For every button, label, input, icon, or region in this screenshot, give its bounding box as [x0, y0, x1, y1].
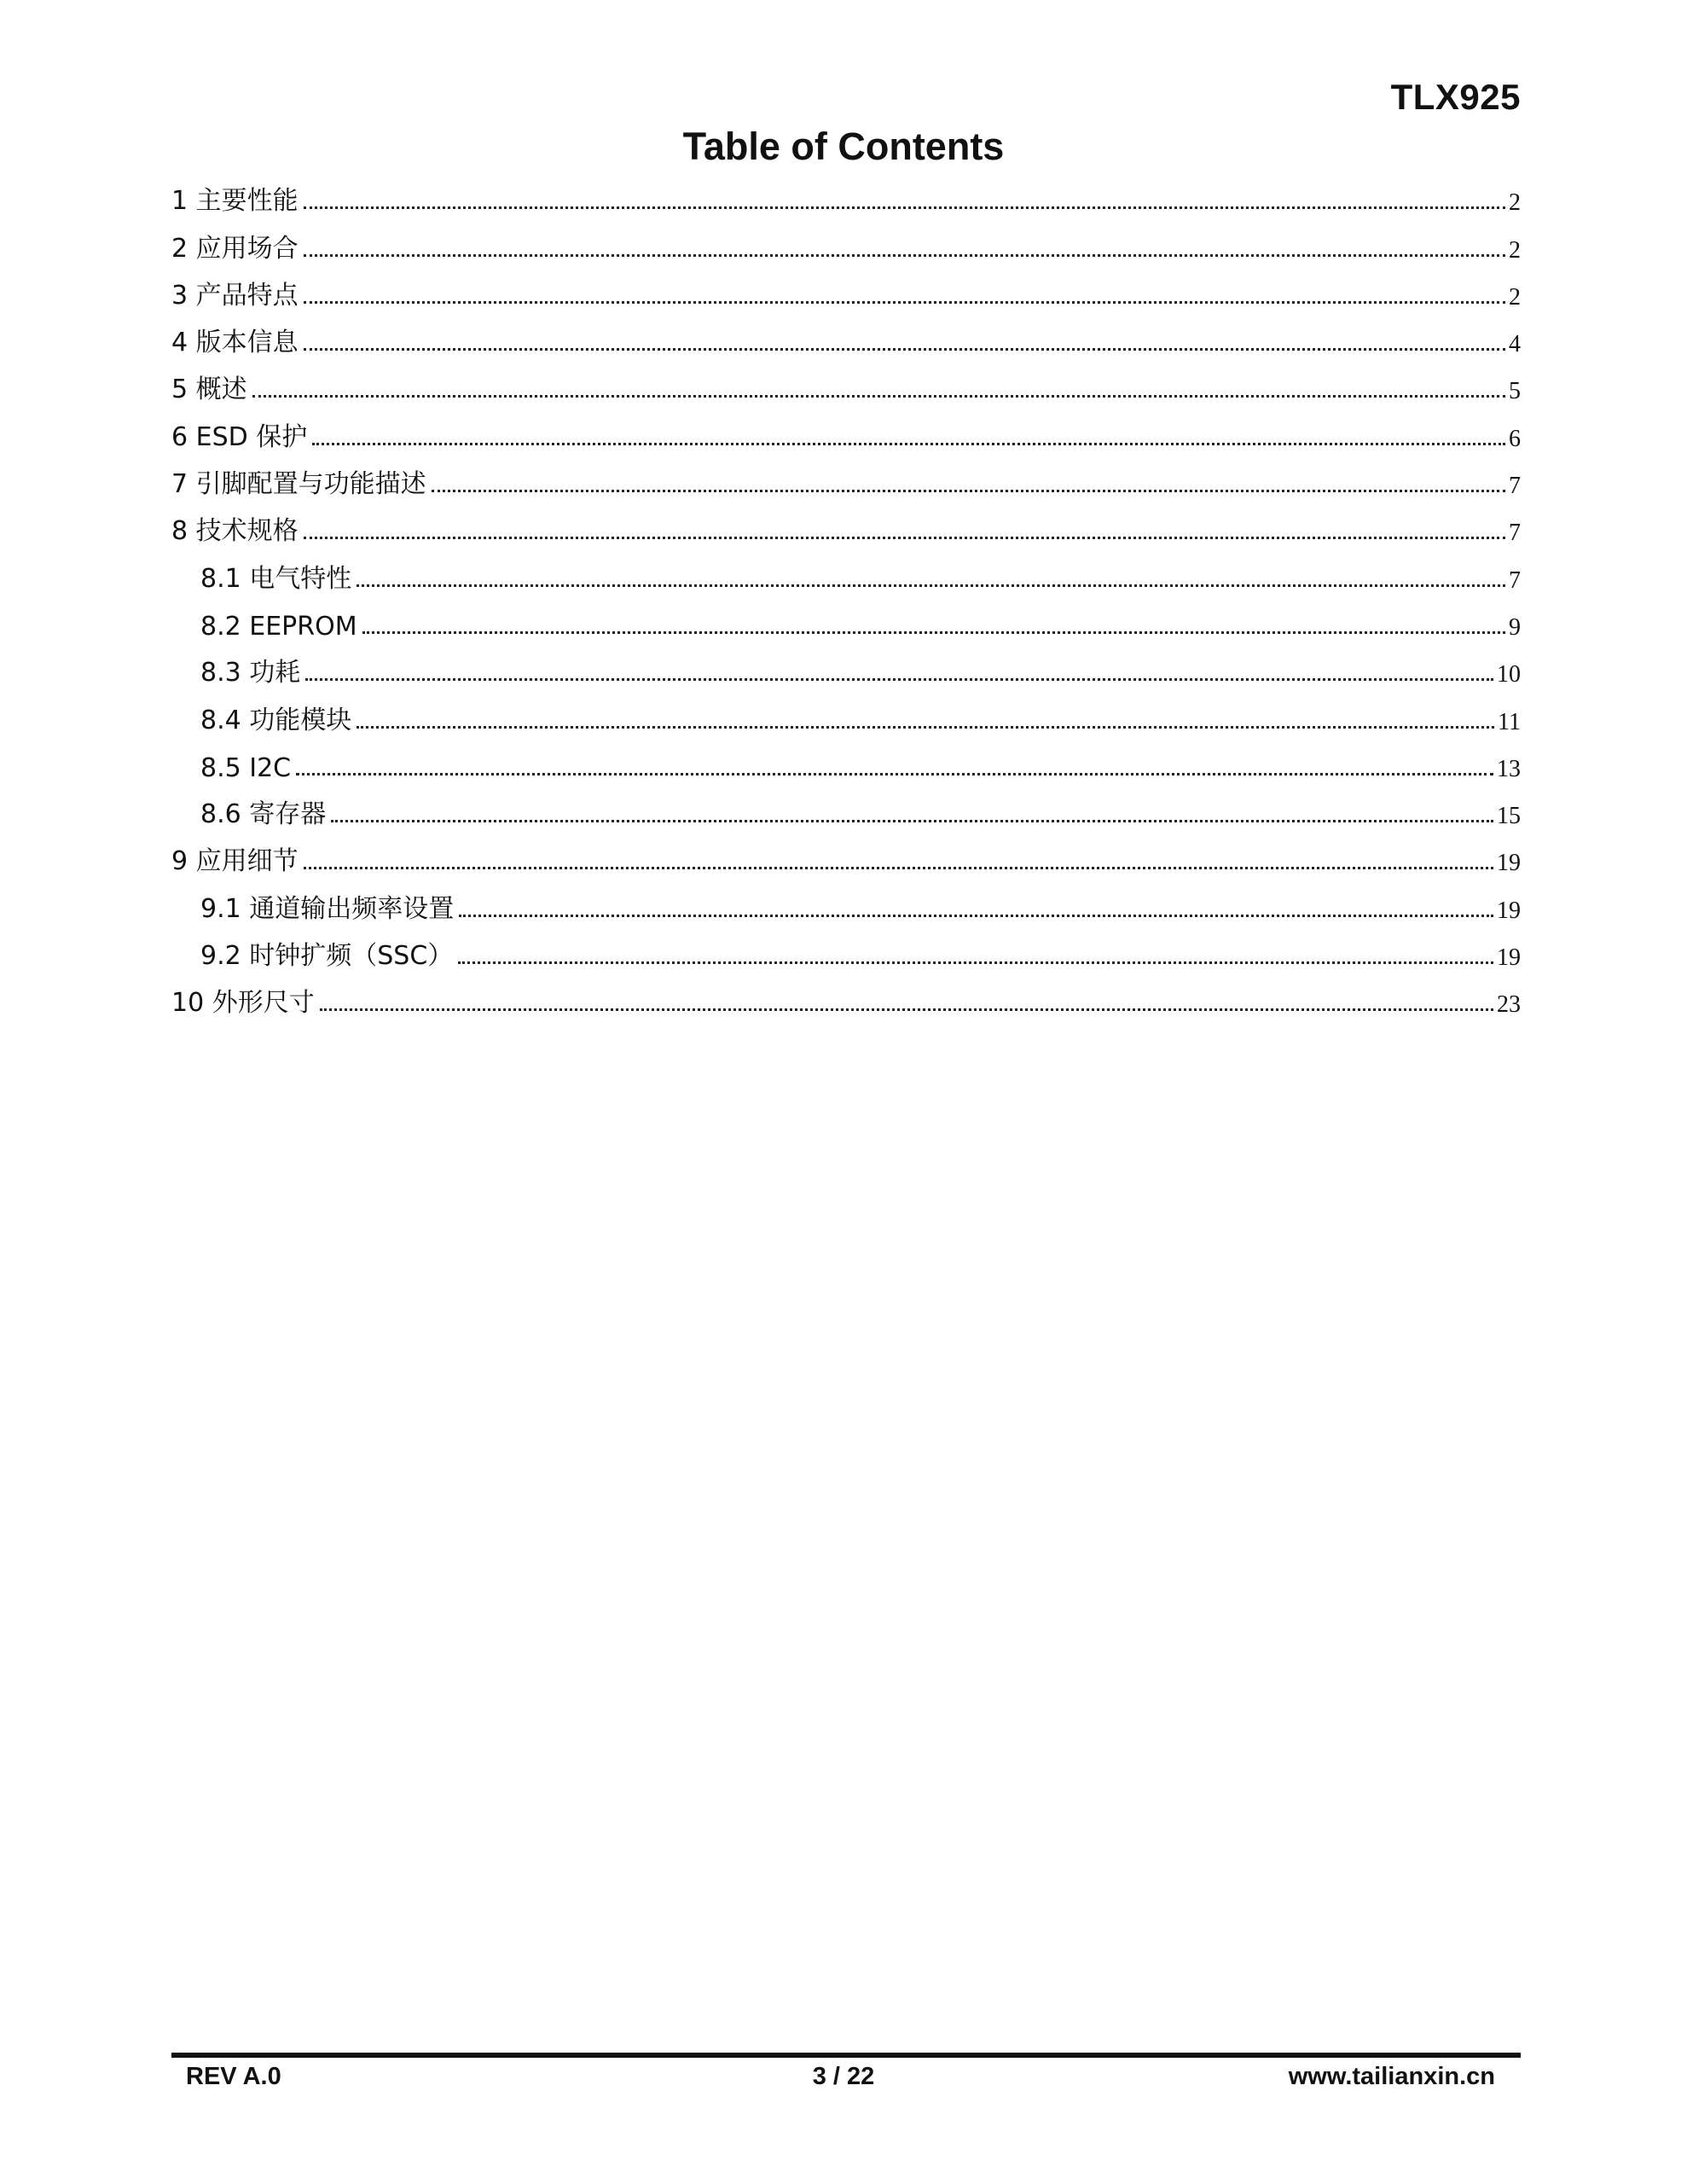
toc-entry-page: 10 — [1497, 661, 1521, 688]
dot-leader — [296, 773, 1493, 775]
dot-leader — [320, 1008, 1493, 1011]
toc-entry-page: 19 — [1497, 944, 1521, 972]
toc-entry-label: 8.5 I2C — [200, 752, 292, 783]
toc-entry-overview[interactable] — [171, 363, 1521, 410]
toc-entry-page: 9 — [1509, 613, 1521, 641]
toc-entry-label: 8.3 功耗 — [200, 658, 301, 688]
toc-entry-eeprom[interactable] — [171, 600, 1521, 647]
toc-entry-page: 7 — [1509, 520, 1521, 547]
toc-entry-pin-config[interactable] — [171, 458, 1521, 505]
toc-entry-applications[interactable] — [171, 222, 1521, 269]
toc-entry-page: 23 — [1497, 991, 1521, 1019]
toc-entry-label: 5 概述 — [171, 375, 247, 405]
toc-entry-label: 4 版本信息 — [171, 328, 299, 358]
toc-entry-label: 9.2 时钟扩频（SSC） — [200, 941, 454, 972]
toc-entry-page: 15 — [1497, 803, 1521, 830]
toc-entry-label: 1 主要性能 — [171, 186, 299, 217]
toc-entry-features[interactable] — [171, 270, 1521, 317]
toc-entry-page: 5 — [1509, 378, 1521, 405]
toc-entry-page: 2 — [1509, 283, 1521, 311]
toc-entry-label: 2 应用场合 — [171, 233, 299, 264]
toc-entry-label: 8.2 EEPROM — [200, 611, 357, 642]
toc-entry-label: 10 外形尺寸 — [171, 988, 315, 1019]
toc-entry-version-info[interactable] — [171, 317, 1521, 363]
dot-leader — [432, 490, 1505, 492]
toc-entry-label: 8.6 寄存器 — [200, 799, 327, 830]
toc-entry-package-dimensions[interactable] — [171, 977, 1521, 1024]
toc-entry-page: 7 — [1509, 566, 1521, 594]
dot-leader — [304, 537, 1505, 539]
table-of-contents — [171, 175, 1521, 1024]
toc-entry-main-performance[interactable] — [171, 175, 1521, 222]
footer-divider — [171, 2053, 1521, 2058]
toc-entry-page: 13 — [1497, 755, 1521, 782]
toc-entry-label: 8.1 电气特性 — [200, 563, 352, 594]
toc-entry-electrical-characteristics[interactable] — [171, 552, 1521, 599]
dot-leader — [459, 915, 1493, 917]
toc-entry-specifications[interactable] — [171, 505, 1521, 552]
toc-entry-label: 7 引脚配置与功能描述 — [171, 469, 426, 500]
dot-leader — [304, 301, 1505, 304]
dot-leader — [458, 961, 1493, 964]
footer-revision: REV A.0 — [186, 2063, 281, 2090]
toc-entry-registers[interactable] — [171, 788, 1521, 835]
toc-entry-label: 8.4 功能模块 — [200, 705, 352, 735]
toc-entry-page: 7 — [1509, 473, 1521, 500]
toc-entry-page: 4 — [1509, 331, 1521, 358]
toc-entry-label: 8 技术规格 — [171, 516, 299, 547]
dot-leader — [312, 443, 1505, 445]
toc-entry-application-details[interactable] — [171, 835, 1521, 882]
toc-entry-i2c[interactable] — [171, 741, 1521, 788]
toc-entry-page: 6 — [1509, 425, 1521, 452]
footer-page-number: 3 / 22 — [812, 2063, 875, 2090]
dot-leader — [304, 254, 1505, 257]
dot-leader — [357, 584, 1505, 587]
dot-leader — [304, 867, 1493, 869]
footer-website[interactable]: www.tailianxin.cn — [1288, 2063, 1495, 2090]
toc-entry-power-consumption[interactable] — [171, 647, 1521, 694]
toc-entry-channel-frequency[interactable] — [171, 882, 1521, 929]
toc-entry-esd-protection[interactable] — [171, 410, 1521, 457]
toc-entry-label: 9 应用细节 — [171, 846, 299, 877]
dot-leader — [305, 678, 1493, 681]
dot-leader — [362, 631, 1505, 634]
toc-entry-page: 2 — [1509, 189, 1521, 217]
toc-entry-spread-spectrum[interactable] — [171, 930, 1521, 977]
document-title: TLX925 — [1390, 77, 1521, 117]
toc-entry-page: 2 — [1509, 236, 1521, 264]
dot-leader — [304, 348, 1505, 351]
toc-entry-function-modules[interactable] — [171, 694, 1521, 741]
dot-leader — [331, 820, 1493, 822]
dot-leader — [252, 395, 1505, 398]
toc-entry-label: 3 产品特点 — [171, 280, 299, 311]
dot-leader — [357, 726, 1494, 729]
toc-entry-label: 6 ESD 保护 — [171, 421, 308, 452]
toc-entry-label: 9.1 通道输出频率设置 — [200, 893, 455, 924]
toc-entry-page: 19 — [1497, 897, 1521, 924]
toc-entry-page: 19 — [1497, 850, 1521, 877]
toc-entry-page: 11 — [1498, 708, 1521, 735]
dot-leader — [304, 206, 1505, 209]
toc-heading: Table of Contents — [682, 125, 1005, 168]
